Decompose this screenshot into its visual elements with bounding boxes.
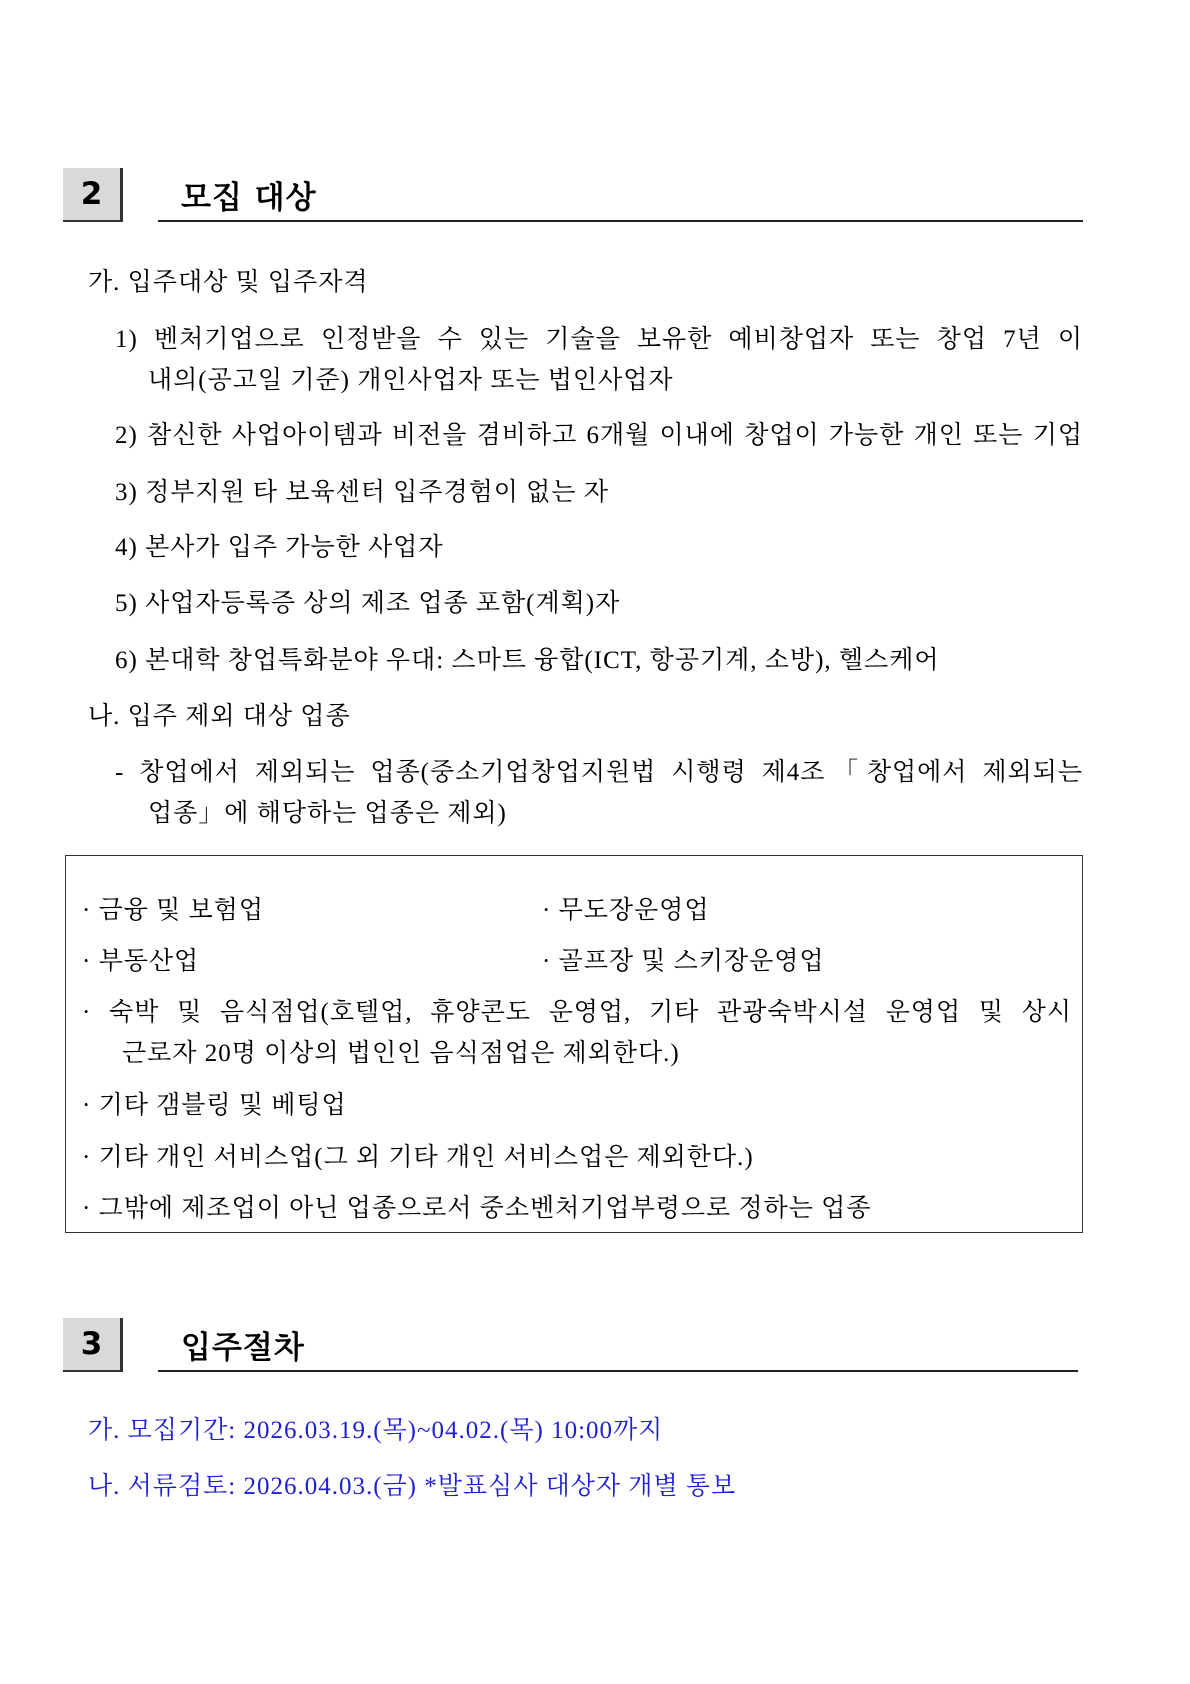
list-item-3: 3) 정부지원 타 보육센터 입주경험이 없는 자 — [115, 479, 609, 506]
recruitment-period: 가. 모집기간: 2026.03.19.(목)~04.02.(목) 10:00까지 — [88, 1417, 664, 1444]
excluded-item-finance: · 금융 및 보험업 — [82, 897, 264, 924]
document-review: 나. 서류검토: 2026.04.03.(금) *발표심사 대상자 개별 통보 — [88, 1473, 737, 1500]
subheading-na: 나. 입주 제외 대상 업종 — [88, 703, 351, 730]
excluded-note-line2: 업종」에 해당하는 업종은 제외) — [148, 800, 507, 827]
title-underline — [158, 1370, 1078, 1372]
excluded-item-lodging-line2: 근로자 20명 이상의 법인인 음식점업은 제외한다.) — [122, 1040, 680, 1067]
section-3-header — [63, 1318, 1083, 1378]
excluded-item-lodging-line1: · 숙박 및 음식점업(호텔업, 휴양콘도 운영업, 기타 관광숙박시설 운영업 및 상시 — [82, 999, 1072, 1026]
list-item-6: 6) 본대학 창업특화분야 우대: 스마트 융합(ICT, 항공기계, 소방), 헬스케어 — [115, 647, 940, 674]
excluded-item-personal-service: · 기타 개인 서비스업(그 외 기타 개인 서비스업은 제외한다.) — [82, 1144, 754, 1171]
list-item-4: 4) 본사가 입주 가능한 사업자 — [115, 534, 444, 561]
excluded-item-real-estate: · 부동산업 — [82, 948, 200, 975]
section-number-box: 2 — [63, 168, 123, 222]
section-title: 입주절차 — [181, 1330, 305, 1366]
section-title: 모집 대상 — [181, 180, 317, 216]
section-2-header — [63, 168, 1083, 228]
list-item-2: 2) 참신한 사업아이템과 비전을 겸비하고 6개월 이내에 창업이 가능한 개인 또는 기업 — [115, 422, 1083, 449]
list-item-1-line1: 1) 벤처기업으로 인정받을 수 있는 기술을 보유한 예비창업자 또는 창업 7년 이 — [115, 326, 1083, 353]
list-item-1-line2: 내의(공고일 기준) 개인사업자 또는 법인사업자 — [148, 367, 674, 394]
excluded-item-dance-hall: · 무도장운영업 — [542, 897, 710, 924]
subheading-ga: 가. 입주대상 및 입주자격 — [88, 269, 369, 296]
excluded-item-other: · 그밖에 제조업이 아닌 업종으로서 중소벤처기업부령으로 정하는 업종 — [82, 1195, 872, 1222]
title-underline — [158, 220, 1083, 222]
excluded-item-golf-ski: · 골프장 및 스키장운영업 — [542, 948, 825, 975]
section-number-box: 3 — [63, 1318, 123, 1372]
list-item-5: 5) 사업자등록증 상의 제조 업종 포함(계획)자 — [115, 590, 621, 617]
excluded-item-gambling: · 기타 갬블링 및 베팅업 — [82, 1092, 347, 1119]
excluded-note-line1: - 창업에서 제외되는 업종(중소기업창업지원법 시행령 제4조「창업에서 제외되는 — [115, 759, 1083, 786]
